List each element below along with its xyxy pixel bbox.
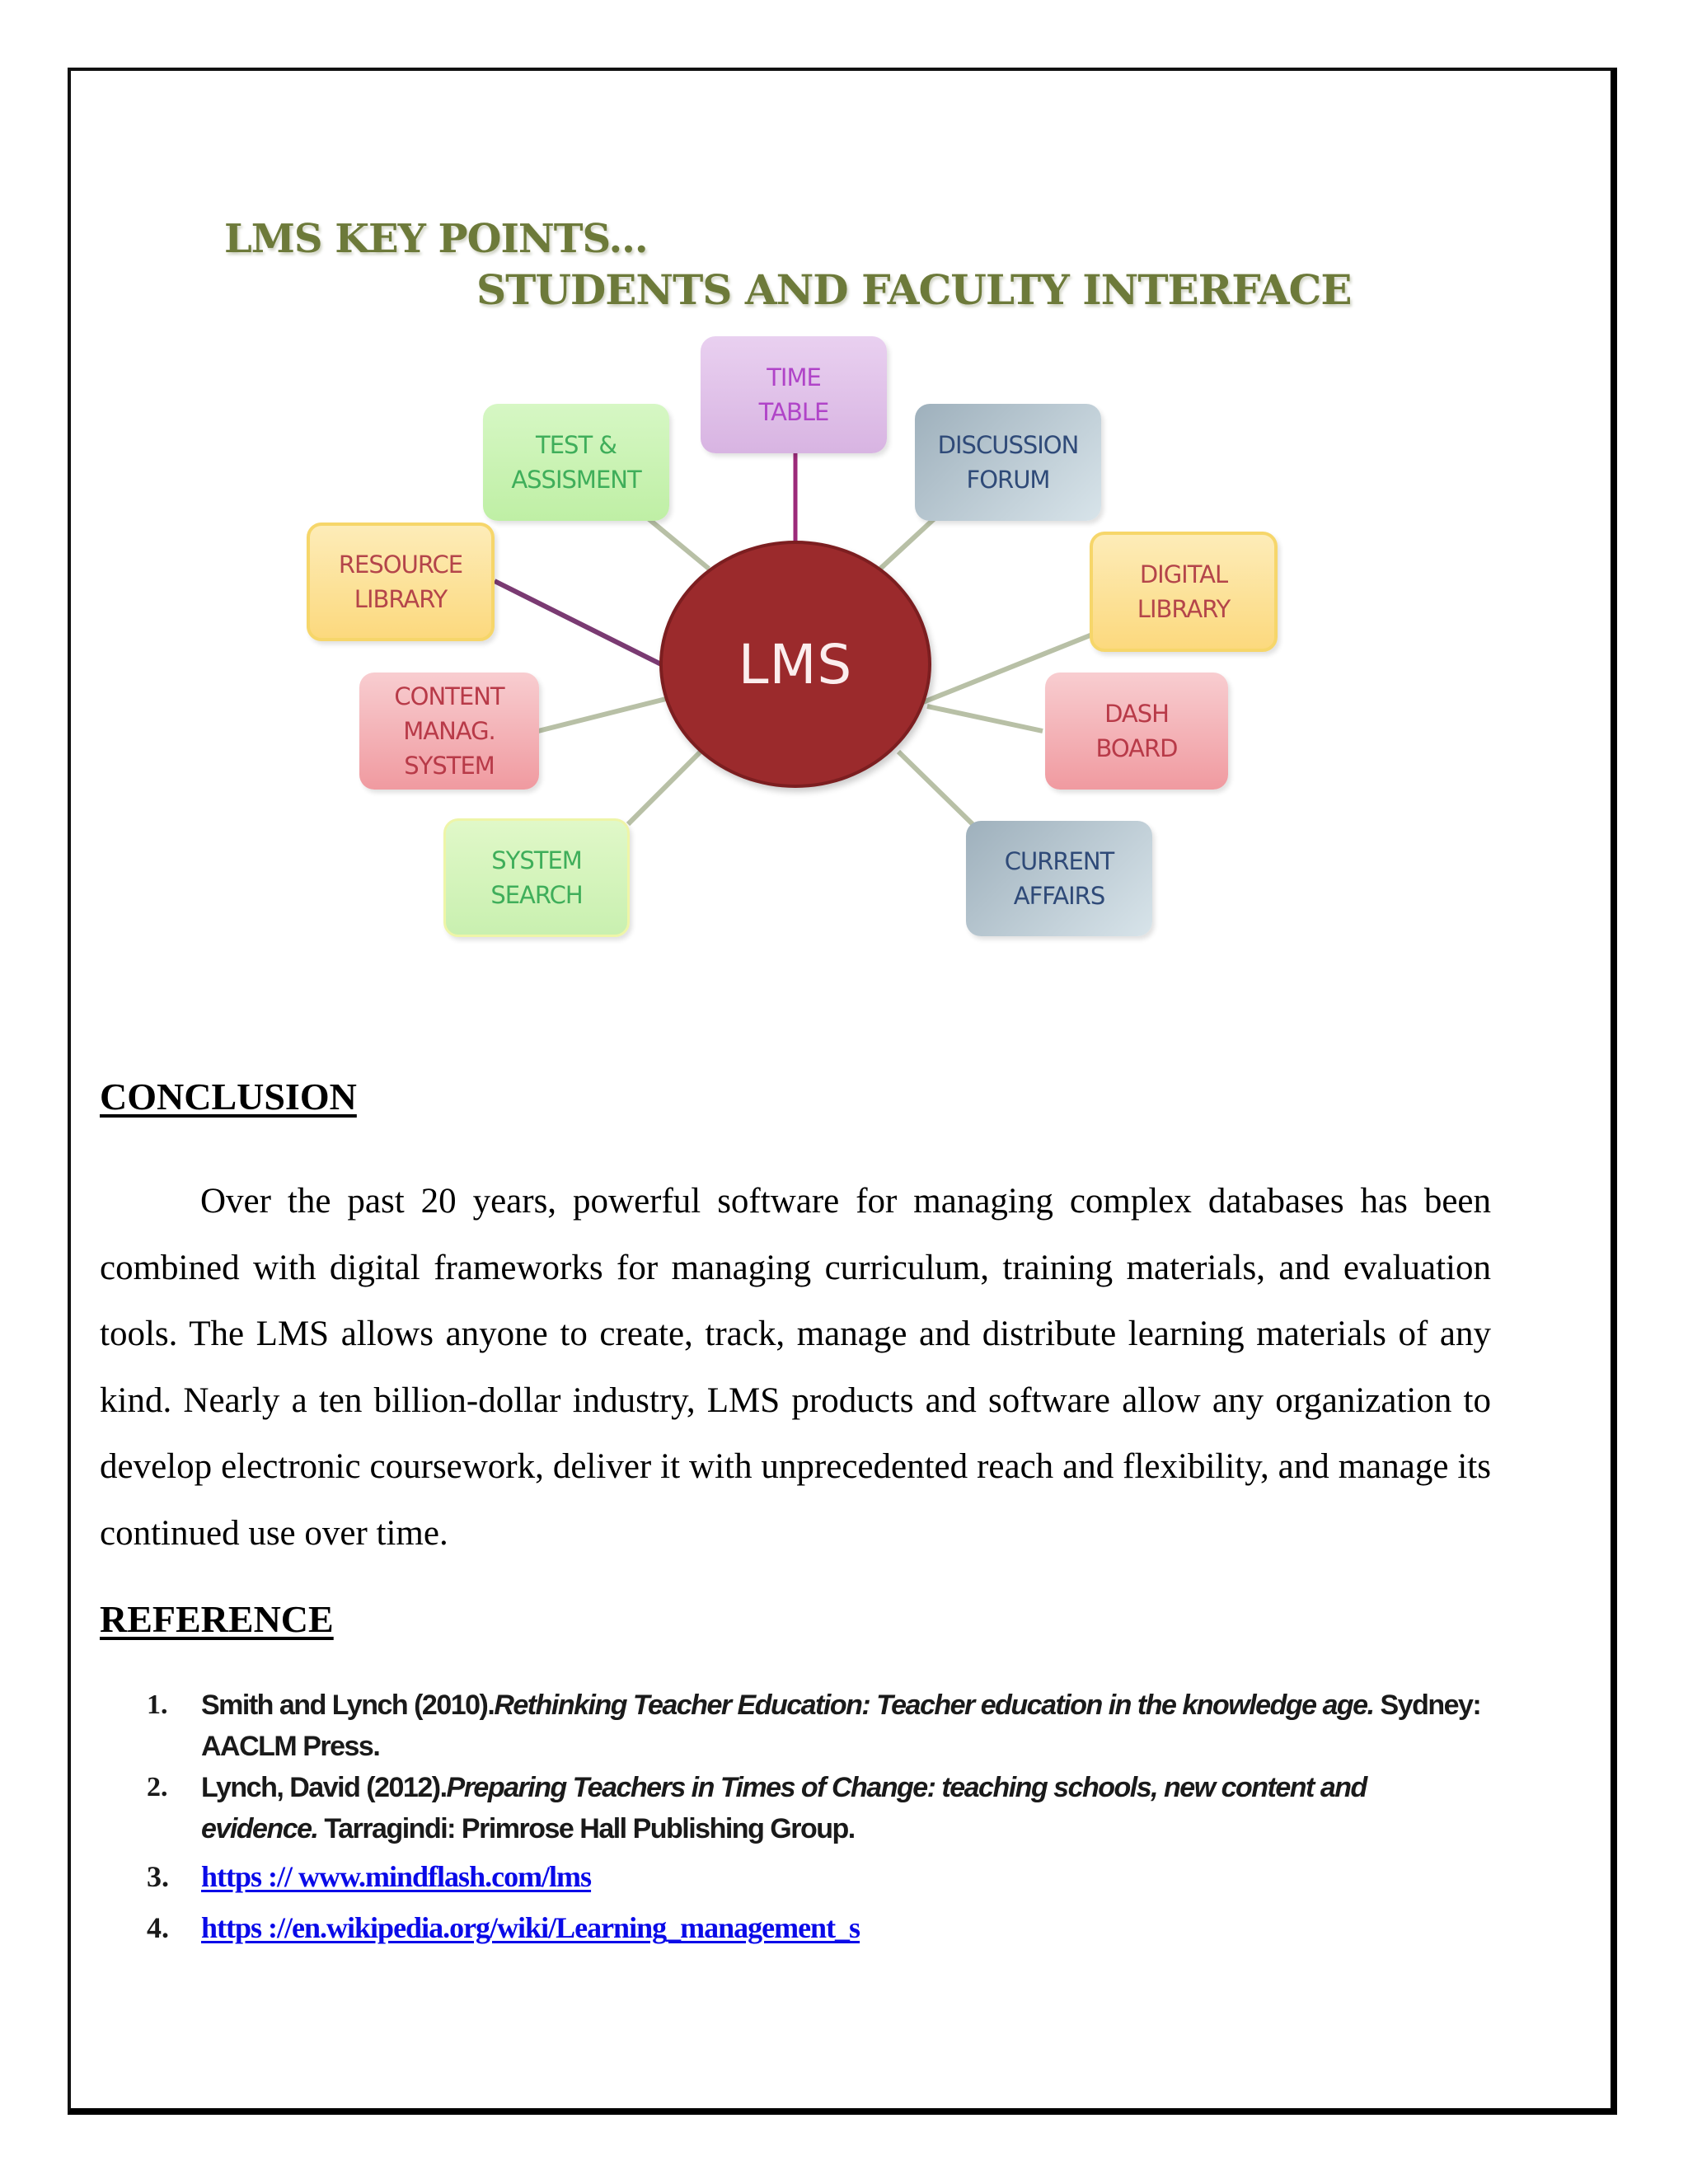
node-label: DIGITAL (1139, 560, 1228, 588)
node-dashboard (1045, 673, 1228, 790)
reference-link-mindflash[interactable]: https :// www.mindflash.com/lms (201, 1860, 592, 1893)
reference-number: 4. (147, 1911, 169, 1944)
conclusion-paragraph: Over the past 20 years, powerful software for managing complex databases has been combined with digital frameworks for managing curriculum, training materials, and evaluation tools. The LMS allows anyone to create, track, manage and distribute learning materials of any kind. Nearly a ten billion-dollar industry, LMS products and software allow any organization to develop electronic coursework, deliver it with unprecedented reach and flexibility, and manage its continued use over time. (100, 1182, 1491, 1553)
node-label: BOARD (1095, 734, 1178, 762)
reference-item (147, 1767, 1482, 1849)
reference-heading: REFERENCE (100, 1598, 334, 1640)
node-resource-library (307, 523, 495, 641)
node-label: CONTENT (394, 682, 504, 710)
node-label: FORUM (966, 466, 1050, 494)
reference-publisher: Tarragindi: Primrose Hall Publishing Group. (317, 1813, 855, 1844)
reference-number: 3. (147, 1860, 169, 1893)
node-test-assisment (483, 404, 669, 521)
node-label: TIME (767, 363, 821, 391)
diagram-title-line2: STUDENTS AND FACULTY INTERFACE (476, 265, 1352, 314)
reference-title: Rethinking Teacher Education: Teacher education in the knowledge age. (494, 1690, 1374, 1721)
reference-item (147, 1904, 1482, 1952)
reference-item (147, 1685, 1482, 1767)
node-current-affairs (966, 821, 1152, 936)
node-label: LIBRARY (1137, 595, 1231, 623)
node-label: RESOURCE (338, 551, 463, 579)
lms-hub: LMS (659, 541, 931, 788)
reference-number: 2. (147, 1772, 168, 1802)
node-label: SEARCH (490, 881, 583, 909)
node-label: DISCUSSION (937, 431, 1079, 459)
reference-item (147, 1853, 1482, 1900)
node-time-table (701, 336, 887, 453)
diagram-title-line1: LMS KEY POINTS... (224, 216, 648, 262)
node-system-search (443, 818, 630, 937)
node-label: SYSTEM (491, 846, 582, 874)
reference-title: Preparing Teachers in Times of Change: teaching schools, new content and evidence. (201, 1772, 1367, 1844)
node-label: LIBRARY (354, 585, 448, 613)
node-label: AFFAIRS (1013, 882, 1105, 910)
node-label: TABLE (758, 398, 829, 426)
reference-number: 1. (147, 1690, 168, 1720)
diagram-connectors (0, 0, 1688, 989)
node-label: DASH (1104, 700, 1169, 728)
conclusion-heading: CONCLUSION (100, 1076, 357, 1118)
node-label: CURRENT (1004, 847, 1114, 875)
reference-list (147, 1685, 1482, 1952)
node-content-management-system (359, 673, 539, 790)
reference-authors: Smith and Lynch (2010). (201, 1690, 495, 1721)
node-label: MANAG. (403, 717, 495, 745)
lms-diagram (0, 0, 1688, 989)
node-discussion-forum (915, 404, 1101, 521)
node-digital-library (1090, 532, 1278, 652)
reference-publisher: Sydney: AACLM Press. (201, 1690, 1481, 1762)
node-label: TEST & (536, 431, 617, 459)
reference-link-wikipedia[interactable]: https ://en.wikipedia.org/wiki/Learning_management_s (201, 1911, 860, 1944)
reference-authors: Lynch, David (2012). (201, 1772, 447, 1803)
node-label: ASSISMENT (511, 466, 641, 494)
node-label: SYSTEM (404, 752, 495, 780)
